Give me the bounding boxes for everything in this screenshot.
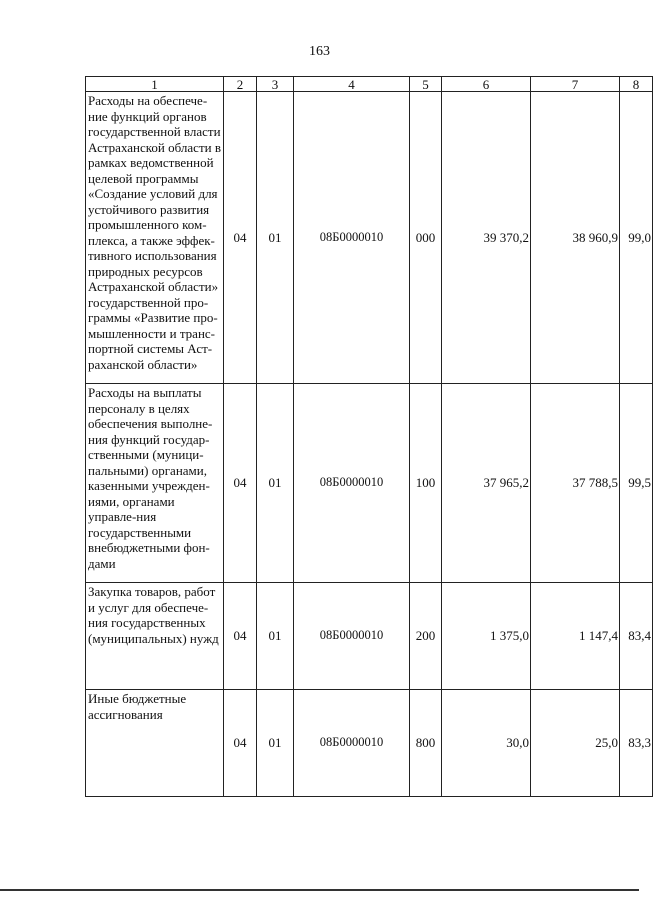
row-expense-type: 100 bbox=[410, 384, 442, 583]
row-target-article: 08Б0000010 bbox=[294, 583, 410, 690]
row-executed: 37 788,5 bbox=[531, 384, 620, 583]
row-planned: 37 965,2 bbox=[442, 384, 531, 583]
row-percent: 83,3 bbox=[620, 690, 653, 797]
row-expense-type: 800 bbox=[410, 690, 442, 797]
row-percent: 99,5 bbox=[620, 384, 653, 583]
table-row bbox=[86, 583, 653, 690]
header-cell-8: 8 bbox=[620, 77, 653, 92]
row-description: Закупка товаров, работ и услуг для обеспече-ния государственных (муниципальных) нужд bbox=[86, 583, 224, 690]
table-row bbox=[86, 384, 653, 583]
row-target-article: 08Б0000010 bbox=[294, 384, 410, 583]
row-planned: 30,0 bbox=[442, 690, 531, 797]
header-cell-4: 4 bbox=[294, 77, 410, 92]
row-section: 04 bbox=[224, 92, 257, 384]
budget-table bbox=[85, 76, 653, 797]
table-row bbox=[86, 690, 653, 797]
row-subsection: 01 bbox=[257, 92, 294, 384]
row-section: 04 bbox=[224, 583, 257, 690]
header-row bbox=[86, 77, 653, 92]
row-executed: 1 147,4 bbox=[531, 583, 620, 690]
table-row bbox=[86, 92, 653, 384]
header-cell-6: 6 bbox=[442, 77, 531, 92]
row-description: Расходы на обеспече-ние функций органов государственной власти Астраханской области в рамках ведомственной целевой программы «Создание условий для устойчивого развития промышленного ком-плекса, а также эффек-тивного использования природных ресурсов Астраханской области» государственной про-граммы «Развитие про-мышленности и транс-портной системы Аст-раханской области» bbox=[86, 92, 224, 384]
header-cell-2: 2 bbox=[224, 77, 257, 92]
row-planned: 1 375,0 bbox=[442, 583, 531, 690]
row-expense-type: 200 bbox=[410, 583, 442, 690]
page-number: 163 bbox=[309, 44, 330, 59]
header-cell-3: 3 bbox=[257, 77, 294, 92]
row-subsection: 01 bbox=[257, 583, 294, 690]
row-subsection: 01 bbox=[257, 690, 294, 797]
row-percent: 99,0 bbox=[620, 92, 653, 384]
row-expense-type: 000 bbox=[410, 92, 442, 384]
row-planned: 39 370,2 bbox=[442, 92, 531, 384]
row-section: 04 bbox=[224, 690, 257, 797]
row-executed: 25,0 bbox=[531, 690, 620, 797]
row-percent: 83,4 bbox=[620, 583, 653, 690]
row-target-article: 08Б0000010 bbox=[294, 92, 410, 384]
row-description: Расходы на выплаты персоналу в целях обеспечения выполне-ния функций государ-ственными (муници-пальными) органами, казенными учрежден-иями, органами управле-ния государственными внебюджетными фон-дами bbox=[86, 384, 224, 583]
row-target-article: 08Б0000010 bbox=[294, 690, 410, 797]
row-executed: 38 960,9 bbox=[531, 92, 620, 384]
header-cell-7: 7 bbox=[531, 77, 620, 92]
header-cell-1: 1 bbox=[86, 77, 224, 92]
header-cell-5: 5 bbox=[410, 77, 442, 92]
row-subsection: 01 bbox=[257, 384, 294, 583]
row-section: 04 bbox=[224, 384, 257, 583]
row-description: Иные бюджетные ассигнования bbox=[86, 690, 224, 797]
page-bottom-rule bbox=[0, 889, 639, 891]
